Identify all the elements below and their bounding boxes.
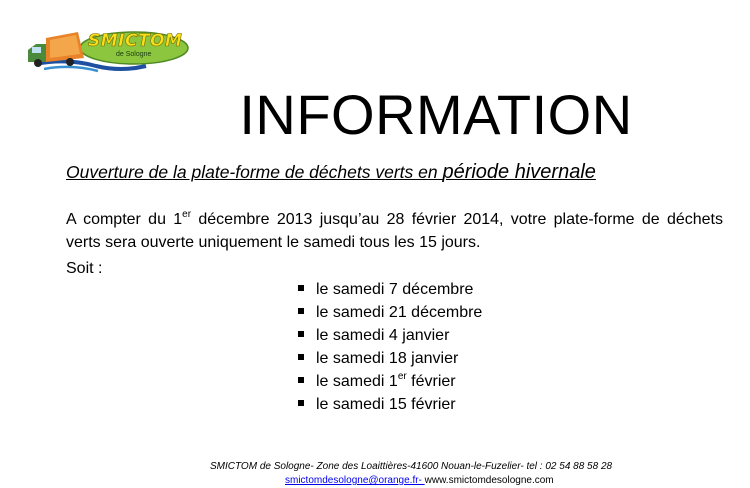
intro-paragraph	[66, 208, 723, 254]
smictom-logo	[26, 28, 190, 74]
list-item	[298, 393, 482, 416]
subtitle-part2: période hivernale	[442, 161, 596, 183]
bullet-square-icon	[298, 377, 304, 383]
date-text: le samedi 21 décembre	[316, 304, 483, 321]
subtitle	[66, 160, 596, 184]
logo-tagline: de Sologne	[116, 51, 152, 58]
footer-contact	[285, 474, 554, 488]
date-text-post: février	[406, 373, 456, 390]
list-item	[298, 370, 482, 393]
intro-paragraph-post: décembre 2013 jusqu’au 28 février 2014, votre plate-forme de déchets verts sera ouverte uniquement le samedi tous les 15 jours.	[66, 211, 723, 251]
bullet-square-icon	[298, 331, 304, 337]
bullet-square-icon	[298, 285, 304, 291]
date-text: le samedi 4 janvier	[316, 327, 450, 344]
list-item	[298, 324, 482, 347]
footer-address: SMICTOM de Sologne- Zone des Loaittières-41600 Nouan-le-Fuzelier- tel : 02 54 88 58 28	[210, 461, 613, 472]
date-text: le samedi 18 janvier	[316, 350, 459, 367]
dates-list	[298, 278, 482, 416]
list-item	[298, 278, 482, 301]
bullet-square-icon	[298, 400, 304, 406]
list-item	[298, 301, 482, 324]
intro-paragraph-sup: er	[182, 208, 192, 220]
footer-website: www.smictomdesologne.com	[424, 475, 554, 486]
date-text: le samedi 15 février	[316, 396, 456, 413]
page-title: INFORMATION	[239, 83, 633, 146]
list-item	[298, 347, 482, 370]
date-text-pre: le samedi 1	[316, 373, 398, 390]
subtitle-part1: Ouverture de la plate-forme de déchets verts en	[66, 162, 443, 182]
logo-brand: SMICTOM	[88, 31, 183, 51]
date-text: le samedi 7 décembre	[316, 281, 474, 298]
bullet-square-icon	[298, 354, 304, 360]
date-text-sup: er	[397, 370, 407, 382]
intro-paragraph-pre: A compter du 1	[66, 211, 183, 228]
bullet-square-icon	[298, 308, 304, 314]
soit-label: Soit :	[66, 260, 103, 277]
footer-email-link[interactable]: smictomdesologne@orange.fr-	[285, 475, 425, 486]
